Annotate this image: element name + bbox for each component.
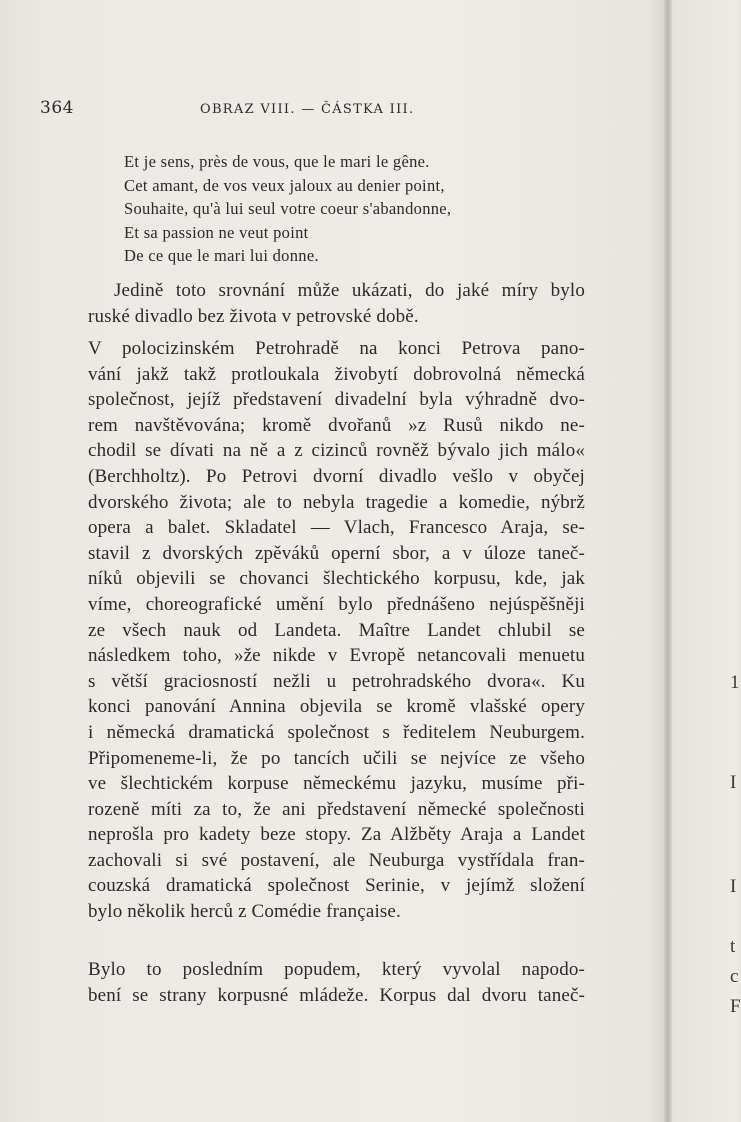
text-line: bylo několik herců z Comédie française. [88, 901, 401, 923]
text-line: následkem toho, »že nikde v Evropě netancovali menuetu [88, 645, 585, 667]
margin-fragment: I [730, 876, 737, 897]
text-line: společnost, jejíž představení divadelní byla výhradně dvo- [88, 389, 585, 411]
text-line: (Berchholtz). Po Petrovi dvorní divadlo vešlo v obyčej [88, 465, 585, 487]
text-line: rem navštěvována; kromě dvořanů »z Rusů nikdo ne- [88, 414, 585, 436]
margin-fragment: I [730, 772, 737, 793]
text-line: couzská dramatická společnost Serinie, v jejímž složení [88, 875, 585, 897]
verse-line: Souhaite, qu'à lui seul votre coeur s'abandonne, [124, 199, 452, 219]
paragraph-3 [88, 957, 585, 1008]
text-line: Jedině toto srovnání může ukázati, do jaké míry bylo [114, 280, 585, 301]
running-head: OBRAZ VIII. — ČÁSTKA III. [200, 102, 415, 117]
margin-fragment: F [730, 996, 741, 1017]
text-line: stavil z dvorských zpěváků operní sbor, a v úloze taneč- [88, 542, 585, 564]
margin-fragment: 1 [730, 672, 740, 693]
margin-fragment: t [730, 936, 736, 957]
text-line: chodil se dívati na ně a z cizinců rovněž bývalo jich málo« [88, 440, 585, 462]
text-line: rozeně míti za to, že ani představení německé společnosti [88, 798, 585, 820]
french-verse-quote [124, 150, 564, 268]
page-header [0, 98, 738, 126]
verse-line: Et sa passion ne veut point [124, 222, 309, 242]
text-line: dvorského života; ale to nebyla tragedie a komedie, nýbrž [88, 491, 585, 513]
text-line: V polocizinském Petrohradě na konci Petrova pano- [88, 338, 585, 359]
text-line: níků objevili se chovanci šlechtického korpusu, kde, jak [88, 568, 585, 590]
text-line: ze všech nauk od Landeta. Maître Landet chlubil se [88, 619, 585, 641]
text-line: Připomeneme-li, že po tancích učili se nejvíce ze všeho [88, 747, 585, 769]
text-line: zachovali si své postavení, ale Neuburga vystřídala fran- [88, 849, 585, 871]
text-line: vání jakž takž protloukala živobytí dobrovolná německá [88, 363, 585, 385]
paragraph-2 [88, 336, 585, 925]
text-line: Bylo to posledním popudem, který vyvolal napodo- [88, 959, 585, 980]
page-number: 364 [40, 98, 74, 118]
paragraph-1 [88, 278, 585, 329]
verse-line: De ce que le mari lui donne. [124, 246, 319, 266]
text-line: víme, choreografické umění bylo přednášeno nejúspěšněji [88, 593, 585, 615]
verse-line: Et je sens, près de vous, que le mari le gêne. [124, 152, 430, 171]
book-gutter [664, 0, 672, 1122]
text-line: konci panování Annina objevila se kromě vlašské opery [88, 696, 585, 718]
text-line: bení se strany korpusné mládeže. Korpus dal dvoru taneč- [88, 984, 585, 1006]
text-line: i německá dramatická společnost s ředitelem Neuburgem. [88, 721, 585, 743]
margin-fragment: c [730, 966, 739, 987]
text-line: ruské divadlo bez života v petrovské době. [88, 305, 419, 327]
text-line: neprošla pro kadety beze stopy. Za Alžběty Araja a Landet [88, 824, 585, 846]
text-line: ve šlechtickém korpuse německému jazyku, musíme při- [88, 773, 585, 795]
verse-line: Cet amant, de vos veux jaloux au denier point, [124, 175, 445, 195]
facing-page-fragments [700, 0, 741, 1122]
text-line: opera a balet. Skladatel — Vlach, Francesco Araja, se- [88, 517, 585, 539]
text-line: s větší graciosností nežli u petrohradského dvora«. Ku [88, 670, 585, 692]
